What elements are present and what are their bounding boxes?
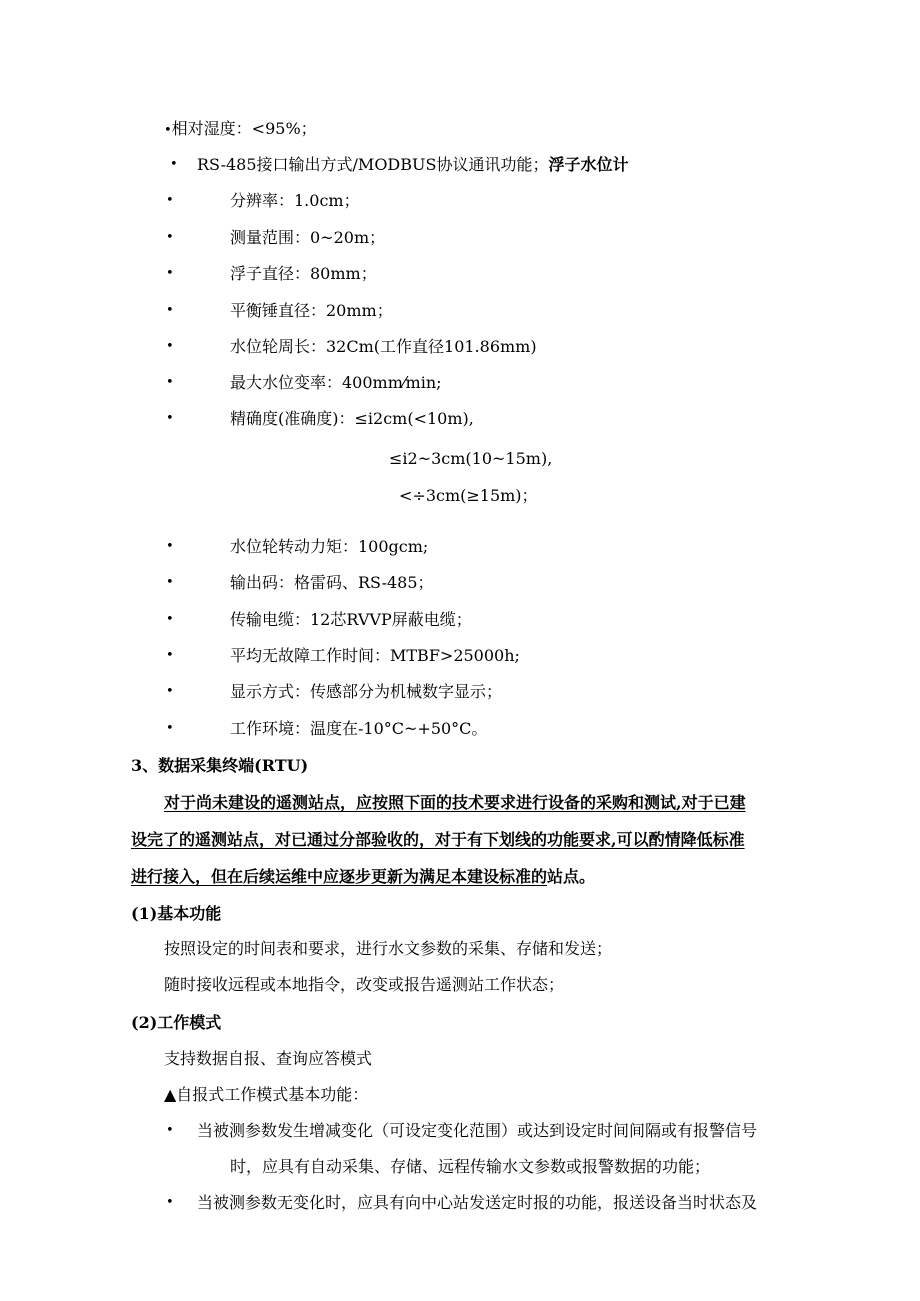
basic-function-line-2: 随时接收远程或本地指令，改变或报告遥测站工作状态；: [164, 975, 565, 994]
bullet: •: [166, 1123, 174, 1138]
section-3-para-line-2: 设完了的遥测站点，对已通过分部验收的，对于有下划线的功能要求,可以酌情降低标准: [131, 830, 745, 849]
bullet: •: [166, 411, 174, 426]
rs485-item: [197, 155, 628, 175]
bullet: •: [166, 721, 174, 736]
mtbf-item: 平均无故障工作时间：MTBF>25000h;: [230, 646, 520, 665]
self-report-item-1-line-2: 时，应具有自动采集、存储、远程传输水文参数或报警数据的功能；: [230, 1157, 711, 1176]
work-mode-heading: (2)工作模式: [131, 1013, 222, 1032]
float-diameter-item: 浮子直径：80mm；: [230, 264, 377, 283]
basic-functions-heading: (1)基本功能: [131, 904, 222, 923]
wheel-perimeter-item: 水位轮周长：32Cm(工作直径101.86mm): [230, 337, 537, 356]
float-gauge-title: 浮子水位计: [548, 155, 629, 174]
self-report-item-2-line-1: 当被测参数无变化时，应具有向中心站发送定时报的功能，报送设备当时状态及: [197, 1193, 758, 1212]
bullet: •: [164, 123, 172, 138]
resolution-item: 分辨率：1.0cm；: [230, 191, 360, 210]
environment-item: 工作环境：温度在-10°C~+50°C。: [230, 719, 488, 738]
section-3-para-line-3: [131, 867, 595, 887]
counterweight-item: 平衡锤直径：20mm；: [230, 301, 393, 320]
bullet: •: [166, 1195, 174, 1210]
accuracy-cont-1: ≤i2~3cm(10~15m),: [389, 449, 553, 468]
accuracy-item: 精确度(准确度)：≤i2cm(<10m),: [230, 409, 474, 428]
work-mode-line-1: 支持数据自报、查询应答模式: [164, 1049, 373, 1068]
accuracy-cont-2: <÷3cm(≥15m)；: [399, 486, 538, 505]
basic-function-line-1: 按照设定的时间表和要求，进行水文参数的采集、存储和发送；: [164, 939, 613, 958]
bullet: •: [166, 193, 174, 208]
bullet: •: [166, 539, 174, 554]
cable-item: 传输电缆：12芯RVVP屏蔽电缆；: [230, 610, 472, 629]
humidity-item: [164, 119, 317, 141]
bullet: •: [166, 575, 174, 590]
bullet: •: [170, 157, 178, 172]
bullet: •: [166, 339, 174, 354]
max-change-rate-item: 最大水位变率：400mm⁄min;: [230, 373, 442, 392]
bullet: •: [166, 375, 174, 390]
range-item: 测量范围：0~20m；: [230, 228, 386, 247]
humidity-text: 相对湿度：<95%；: [171, 119, 317, 138]
section-3-heading: 3、数据采集终端(RTU): [131, 756, 309, 775]
section-3-para-tail: 站点。: [547, 867, 596, 886]
bullet: •: [166, 266, 174, 281]
bullet: •: [166, 684, 174, 699]
display-item: 显示方式：传感部分为机械数字显示；: [230, 682, 503, 701]
bullet: •: [166, 648, 174, 663]
bullet: •: [166, 303, 174, 318]
section-3-para-line-1: 对于尚未建设的遥测站点，应按照下面的技术要求进行设备的采购和测试,对于已建: [164, 793, 746, 812]
self-report-item-1-line-1: 当被测参数发生增减变化（可设定变化范围）或达到设定时间间隔或有报警信号: [197, 1121, 758, 1140]
bullet: •: [166, 612, 174, 627]
section-3-para-underlined: 进行接入，但在后续运维中应逐步更新为满足本建设标准的: [131, 867, 548, 886]
work-mode-line-2: ▲自报式工作模式基本功能：: [164, 1085, 369, 1104]
torque-item: 水位轮转动力矩：100gcm;: [230, 537, 429, 556]
rs485-text: RS-485接口输出方式/MODBUS协议通讯功能；: [197, 155, 549, 174]
bullet: •: [166, 230, 174, 245]
output-code-item: 输出码：格雷码、RS-485；: [230, 573, 434, 592]
